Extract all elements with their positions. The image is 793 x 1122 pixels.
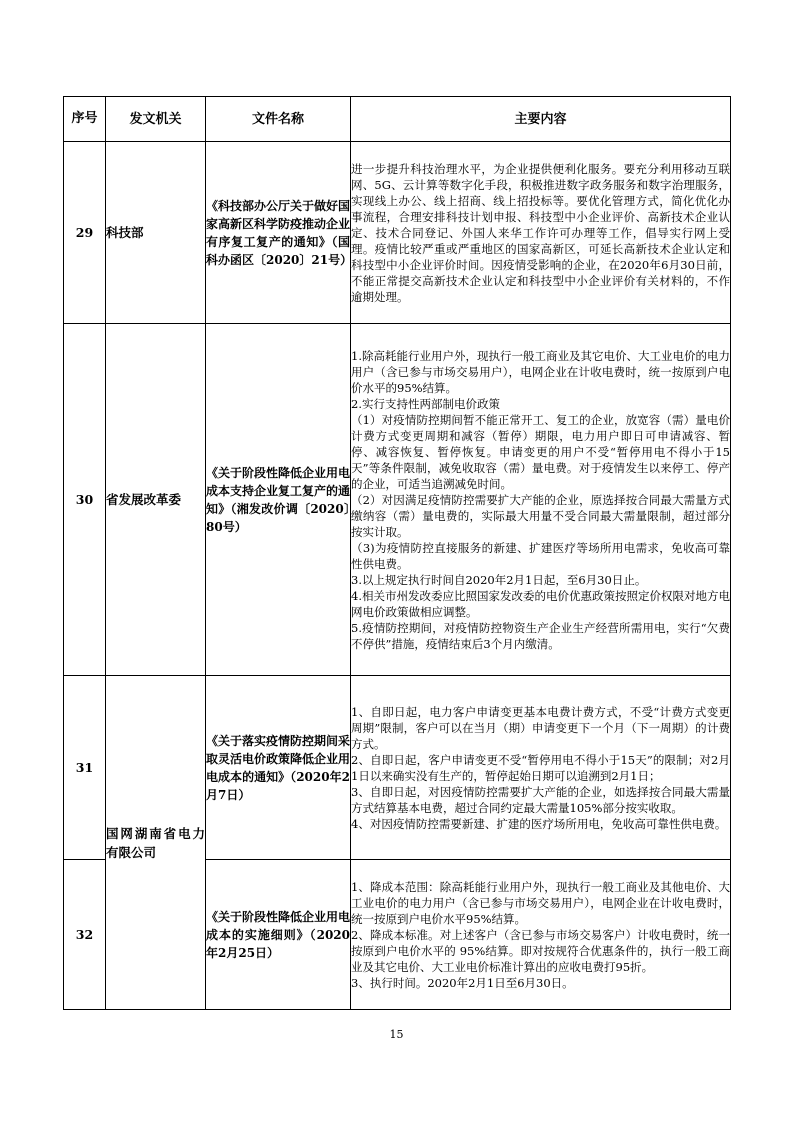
header-doc-name: 文件名称 bbox=[206, 97, 351, 142]
table-row bbox=[64, 676, 731, 860]
row-content bbox=[351, 860, 731, 1010]
row-doc: 《关于阶段性降低企业用电成本的实施细则》（2020年2月25日） bbox=[206, 860, 351, 1010]
row-seq: 31 bbox=[64, 676, 106, 860]
content-paragraph: 1.除高耗能行业用户外，现执行一般工商业及其它电价、大工业电价的电力用户（含已参与市场交易用户），电网企业在计收电费时，统一按原到户电价水平的95%结算。 bbox=[351, 348, 730, 395]
policy-table bbox=[63, 96, 731, 1010]
row-agency: 省发展改革委 bbox=[106, 324, 206, 676]
content-paragraph: 2、自即日起，客户申请变更不受“暂停用电不得小于15天”的限制；对2月1日以来确实没有生产的，暂停起始日期可以追溯到2月1日； bbox=[351, 752, 730, 783]
row-doc: 《关于落实疫情防控期间采取灵活电价政策降低企业用电成本的通知》（2020年2月7日） bbox=[206, 676, 351, 860]
row-seq: 32 bbox=[64, 860, 106, 1010]
row-content bbox=[351, 324, 731, 676]
content-paragraph: 5.疫情防控期间，对疫情防控物资生产企业生产经营所需用电，实行“欠费不停供”措施，疫情结束后3个月内缴清。 bbox=[351, 620, 730, 651]
content-paragraph: 1、降成本范围：除高耗能行业用户外，现执行一般工商业及其他电价、大工业电价的电力用户（含已参与市场交易用户），电网企业在计收电费时，统一按原到户电价水平95%结算。 bbox=[351, 879, 730, 926]
content-paragraph: 进一步提升科技治理水平，为企业提供便利化服务。要充分利用移动互联网、5G、云计算等数字化手段，积极推进数字政务服务和数字治理服务，实现线上办公、线上招商、线上招投标等。要优化管理方式，简化优化办事流程，合理安排科技计划申报、科技型中小企业评价、高新技术企业认定、技术合同登记、外国人来华工作许可办理等工作，倡导实行网上受理。疫情比较严重或严重地区的国家高新区，可延长高新技术企业认定和科技型中小企业评价时间。因疫情受影响的企业，在2020年6月30日前，不能正常提交高新技术企业认定和科技型中小企业评价有关材料的，不作逾期处理。 bbox=[351, 161, 730, 304]
table-header-row bbox=[64, 97, 731, 142]
row-seq: 29 bbox=[64, 142, 106, 324]
content-paragraph: （2）对因满足疫情防控需要扩大产能的企业，原选择按合同最大需量方式缴纳容（需）量电费的，实际最大用量不受合同最大需量限制，超过部分按实计取。 bbox=[351, 492, 730, 539]
header-agency: 发文机关 bbox=[106, 97, 206, 142]
row-seq: 30 bbox=[64, 324, 106, 676]
content-paragraph: （1）对疫情防控期间暂不能正常开工、复工的企业，放宽容（需）量电价计费方式变更周期和减容（暂停）期限，电力用户即日可申请减容、暂停、减容恢复、暂停恢复。申请变更的用户不受“暂停用电不得小于15天”等条件限制，减免收取容（需）量电费。对于疫情发生以来停工、停产的企业，可适当追溯减免时间。 bbox=[351, 412, 730, 491]
content-paragraph: 2.实行支持性两部制电价政策 bbox=[351, 396, 500, 411]
content-paragraph: 4.相关市州发改委应比照国家发改委的电价优惠政策按照定价权限对地方电网电价政策做相应调整。 bbox=[351, 588, 730, 619]
row-agency: 科技部 bbox=[106, 142, 206, 324]
row-doc: 《关于阶段性降低企业用电成本支持企业复工复产的通知》（湘发改价调〔2020〕80号） bbox=[206, 324, 351, 676]
row-content bbox=[351, 676, 731, 860]
header-content: 主要内容 bbox=[351, 97, 731, 142]
table-row bbox=[64, 142, 731, 324]
content-paragraph: 3、执行时间。2020年2月1日至6月30日。 bbox=[351, 975, 574, 990]
content-paragraph: 2、降成本标准。对上述客户（含已参与市场交易客户）计收电费时，统一按原到户电价水平的 95%结算。即对按规符合优惠条件的，执行一般工商业及其它电价、大工业电价标准计算出的应收电费打95折。 bbox=[351, 927, 730, 974]
content-paragraph: 3.以上规定执行时间自2020年2月1日起，至6月30日止。 bbox=[351, 572, 647, 587]
table-row bbox=[64, 324, 731, 676]
header-seq: 序号 bbox=[64, 97, 106, 142]
content-paragraph: （3)为疫情防控直接服务的新建、扩建医疗等场所用电需求，免收高可靠性供电费。 bbox=[351, 540, 730, 571]
content-paragraph: 4、对因疫情防控需要新建、扩建的医疗场所用电，免收高可靠性供电费。 bbox=[351, 816, 727, 831]
row-agency: 国网湖南省电力有限公司 bbox=[106, 676, 206, 1010]
content-paragraph: 3、自即日起，对因疫情防控需要扩大产能的企业，如选择按合同最大需量方式结算基本电费，超过合同约定最大需量105%部分按实收取。 bbox=[351, 784, 730, 815]
row-doc: 《科技部办公厅关于做好国家高新区科学防疫推动企业有序复工复产的通知》（国科办函区〔2020〕21号） bbox=[206, 142, 351, 324]
content-paragraph: 1、自即日起，电力客户申请变更基本电费计费方式，不受“计费方式变更周期”限制，客户可以在当月（期）申请变更下一个月（下一周期）的计费方式。 bbox=[351, 704, 730, 751]
row-content bbox=[351, 142, 731, 324]
page-number: 15 bbox=[389, 1028, 404, 1041]
